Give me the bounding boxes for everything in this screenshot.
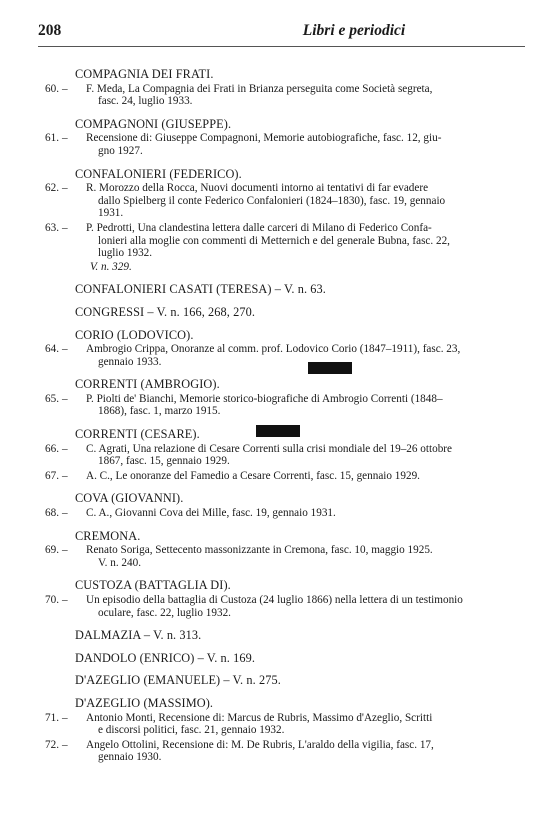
entry-dash: –: [62, 132, 68, 145]
entry-line: P. Pedrotti, Una clandestina lettera dalle carceri di Milano di Federico Confa-: [86, 221, 432, 234]
section-heading: DALMAZIA – V. n. 313.: [75, 628, 202, 643]
entry-number: 69.: [45, 544, 59, 557]
entry-line: C. Agrati, Una relazione di Cesare Correnti sulla crisi mondiale del 19–26 ottobre: [86, 442, 452, 455]
entry-line: V. n. 240.: [98, 556, 141, 569]
entry-line: lonieri alla moglie con commenti di Metternich e del generale Bubna, fasc. 22,: [98, 234, 450, 247]
entry-dash: –: [62, 182, 68, 195]
entry-line: F. Meda, La Compagnia dei Frati in Brianza perseguita come Società segreta,: [86, 82, 433, 95]
entry-number: 63.: [45, 221, 59, 234]
entry-line: Angelo Ottolini, Recensione di: M. De Rubris, L'araldo della vigilia, fasc. 17,: [86, 738, 434, 751]
entry-line: gno 1927.: [98, 144, 143, 157]
entry: [34, 343, 528, 368]
entry-line: gennaio 1933.: [98, 355, 162, 368]
entry-number: 64.: [45, 343, 59, 356]
section-heading: CREMONA.: [75, 528, 141, 543]
entry-dash: –: [62, 343, 68, 356]
entry-line: Ambrogio Crippa, Onoranze al comm. prof. Lodovico Corio (1847–1911), fasc. 23,: [86, 343, 461, 356]
entry: [34, 132, 528, 157]
entry-dash: –: [62, 544, 68, 557]
entry-dash: –: [62, 507, 68, 520]
entry-dash: –: [62, 594, 68, 606]
entry: [34, 507, 528, 520]
entry-number: 70.: [45, 594, 59, 606]
page-number: 208: [38, 22, 62, 39]
entry-line: R. Morozzo della Rocca, Nuovi documenti intorno ai tentativi di far evadere: [86, 182, 429, 195]
entry-line: oculare, fasc. 22, luglio 1932.: [98, 606, 231, 619]
entry-number: 66.: [45, 442, 59, 455]
section-heading: CORRENTI (AMBROGIO).: [75, 377, 220, 392]
entry-line: 1931.: [98, 207, 124, 220]
entry-dash: –: [62, 442, 68, 455]
entry-line: P. Piolti de' Bianchi, Memorie storico-biografiche di Ambrogio Correnti (1848–: [86, 392, 443, 405]
section-heading: COVA (GIOVANNI).: [75, 491, 184, 506]
running-title: Libri e periodici: [302, 22, 406, 39]
redaction-mark: [308, 362, 352, 374]
entry: [34, 83, 528, 108]
cross-reference: V. n. 329.: [90, 260, 132, 273]
entry-line: Antonio Monti, Recensione di: Marcus de Rubris, Massimo d'Azeglio, Scritti: [86, 711, 433, 724]
entry-number: 72.: [45, 738, 59, 751]
section-heading: D'AZEGLIO (MASSIMO).: [75, 695, 214, 710]
entry-number: 61.: [45, 132, 59, 145]
running-header: [38, 22, 530, 44]
entry-line: Un episodio della battaglia di Custoza (24 luglio 1866) nella lettera di un testimonio: [86, 594, 463, 606]
section-heading: CUSTOZA (BATTAGLIA DI).: [75, 578, 231, 593]
entry-dash: –: [62, 738, 68, 751]
entry-number: 60.: [45, 82, 59, 95]
entry: [34, 544, 528, 569]
entry: [34, 470, 528, 483]
entry-line: 1867, fasc. 15, gennaio 1929.: [98, 455, 230, 468]
redaction-mark: [256, 425, 300, 437]
section-heading: DANDOLO (ENRICO) – V. n. 169.: [75, 650, 256, 665]
entry: [34, 222, 528, 260]
entry: [34, 443, 528, 468]
section-heading: CORRENTI (CESARE).: [75, 427, 200, 442]
section-heading: CONFALONIERI (FEDERICO).: [75, 166, 242, 181]
section-heading: CONFALONIERI CASATI (TERESA) – V. n. 63.: [75, 282, 326, 297]
section-heading: COMPAGNONI (GIUSEPPE).: [75, 116, 232, 131]
section-heading: COMPAGNIA DEI FRATI.: [75, 67, 214, 81]
entry-line: A. C., Le onoranze del Famedio a Cesare Correnti, fasc. 15, gennaio 1929.: [86, 469, 420, 482]
entry-dash: –: [62, 711, 68, 724]
entry-line: dallo Spielberg il conte Federico Confalonieri (1824–1830), fasc. 19, gennaio: [98, 194, 446, 207]
entry: [34, 594, 528, 619]
entry-line: Recensione di: Giuseppe Compagnoni, Memorie autobiografiche, fasc. 12, giu-: [86, 132, 442, 145]
entry-dash: –: [62, 392, 68, 405]
entry-line: luglio 1932.: [98, 247, 153, 260]
entry-line: Renato Soriga, Settecento massonizzante in Cremona, fasc. 10, maggio 1925.: [86, 544, 433, 557]
index-content: [34, 60, 528, 764]
entry-number: 62.: [45, 182, 59, 195]
header-rule: [38, 46, 525, 47]
entry-dash: –: [62, 221, 68, 234]
entry-line: C. A., Giovanni Cova dei Mille, fasc. 19, gennaio 1931.: [86, 507, 336, 520]
entry: [34, 182, 528, 220]
entry-number: 68.: [45, 507, 59, 520]
section-heading: CONGRESSI – V. n. 166, 268, 270.: [75, 304, 256, 319]
entry: [34, 712, 528, 737]
entry-line: fasc. 24, luglio 1933.: [98, 95, 193, 108]
section-heading: CORIO (LODOVICO).: [75, 327, 194, 342]
entry-line: gennaio 1930.: [98, 751, 162, 764]
entry: [34, 393, 528, 418]
entry-number: 67.: [45, 469, 59, 482]
entry-number: 71.: [45, 711, 59, 724]
entry-number: 65.: [45, 392, 59, 405]
entry-dash: –: [62, 82, 68, 95]
entry-line: 1868), fasc. 1, marzo 1915.: [98, 405, 221, 418]
entry-dash: –: [62, 469, 68, 482]
entry-line: e discorsi politici, fasc. 21, gennaio 1932.: [98, 724, 285, 737]
section-heading: D'AZEGLIO (EMANUELE) – V. n. 275.: [75, 673, 281, 688]
entry: [34, 739, 528, 764]
